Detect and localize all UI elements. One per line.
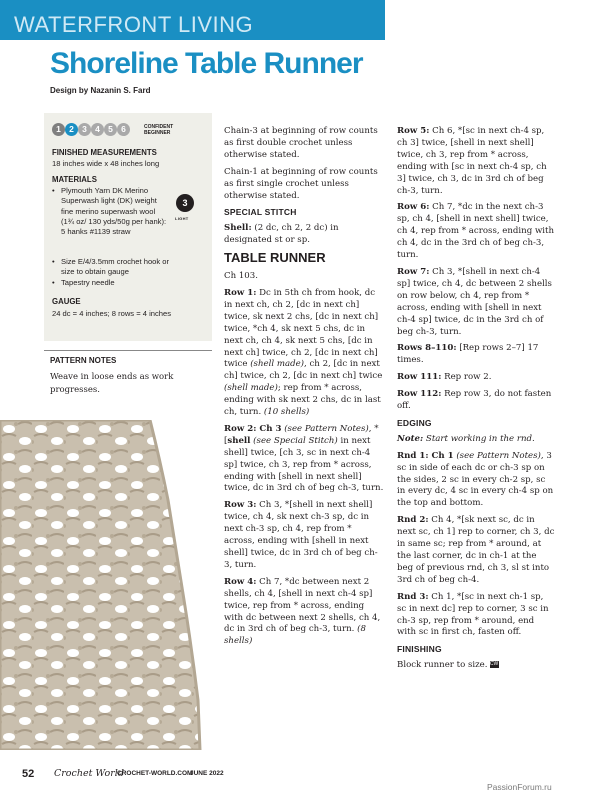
finishing-heading: FINISHING xyxy=(397,644,442,655)
magazine-name: Crochet World xyxy=(54,768,124,779)
edging-note: Note: Start working in the rnd. xyxy=(397,433,535,444)
finished-measurements-text: 18 inches wide x 48 inches long xyxy=(52,159,160,168)
row-4: Row 4: Ch 7, *dc between next 2 shells, ch 4, [shell in next ch-4 sp] twice, rep from * across, ending with dc between next 2 shells, ch 4, dc in 3rd ch of beg ch-3, turn. (8 shells) xyxy=(224,576,381,647)
row-112: Row 112: Rep row 3, do not fasten off. xyxy=(397,389,552,412)
skill-level-4: 4 xyxy=(91,123,104,136)
materials-heading: MATERIALS xyxy=(52,175,97,184)
pattern-notes-heading: PATTERN NOTES xyxy=(50,356,117,365)
note-chain1: Chain-1 at beginning of row counts as first single crochet unless otherwise stated. xyxy=(224,166,378,201)
special-stitch-heading: SPECIAL STITCH xyxy=(224,207,297,218)
materials-item: • Plymouth Yarn DK Merino Superwash light (DK) weight fine merino superwash wool (1¾ oz/ 130 yds/50g per hank): 5 hanks #1139 straw xyxy=(52,186,167,237)
row-1: Row 1: Dc in 5th ch from hook, dc in next ch, ch 2, [dc in next ch] twice, sk next 2 chs, [dc in next ch] twice, *ch 4, sk next 5 chs, dc in next ch, ch 4, sk next 5 chs, [dc in next ch] twice, ch 2, [dc in next ch] twice (shell made), ch 2, [dc in next ch] twice, ch 2, [dc in next ch] twice (shell made); rep from * across, ending with sk next 2 chs, dc in last ch, turn. (10 shells) xyxy=(224,287,383,418)
magazine-url: CROCHET-WORLD.COM xyxy=(117,770,193,777)
finished-measurements-heading: FINISHED MEASUREMENTS xyxy=(52,148,157,157)
row-7: Row 7: Ch 3, *[shell in next ch-4 sp] twice, ch 4, dc between 2 shells on row below, ch 4, rep from * across, ending with [shell in next ch-4 sp] twice, dc in the 3rd ch of beg ch-3, turn. xyxy=(397,266,552,337)
row-6: Row 6: Ch 7, *dc in the next ch-3 sp, ch 4, [shell in next shell] twice, ch 4, rep from * across, ending with ch 4, dc in the 3rd ch of beg ch-3, turn. xyxy=(397,202,555,261)
page-title: Shoreline Table Runner xyxy=(50,47,363,80)
shell-definition: Shell: (2 dc, ch 2, 2 dc) in designated st or sp. xyxy=(224,223,339,246)
row-3: Row 3: Ch 3, *[shell in next shell] twice, ch 4, sk next ch-3 sp, dc in next ch-3 sp, ch 4, rep from * across, ending with [shell in next shell] twice, dc in 3rd ch of beg ch-3, turn. xyxy=(224,500,378,570)
gauge-text: 24 dc = 4 inches; 8 rows = 4 inches xyxy=(52,309,172,318)
table-runner-heading: TABLE RUNNER xyxy=(224,250,326,266)
issue-date: JUNE 2022 xyxy=(190,770,224,777)
yarn-weight-icon: 3 xyxy=(176,194,194,212)
row-111: Row 111: Rep row 2. xyxy=(397,372,492,383)
yarn-weight-label: LIGHT xyxy=(175,216,189,221)
rows-8-110: Rows 8–110: [Rep rows 2–7] 17 times. xyxy=(397,343,539,366)
pattern-notes-text: Weave in loose ends as work progresses. xyxy=(50,372,174,395)
page-number: 52 xyxy=(22,768,35,780)
gauge-heading: GAUGE xyxy=(52,297,81,306)
watermark: PassionForum.ru xyxy=(487,782,552,792)
rnd-3: Rnd 3: Ch 1, *[sc in next ch-1 sp, sc in next dc] rep to corner, 3 sc in ch-3 sp, rep from * around, end with sc in first ch, fasten off. xyxy=(397,591,549,638)
byline: Design by Nazanin S. Fard xyxy=(50,86,151,95)
row-2: Row 2: Ch 3 (see Pattern Notes), *[shell (see Special Stitch) in next shell] twice, [ch 3, sc in next ch-4 sp] twice, ch 3, rep from * across, ending with [shell in next shell] twice, dc in 3rd ch of beg ch-3, turn. xyxy=(224,423,384,494)
skill-level-5: 5 xyxy=(104,123,117,136)
note-chain3: Chain-3 at beginning of row counts as first double crochet unless otherwise stated. xyxy=(224,126,378,160)
section-label: WATERFRONT LIVING xyxy=(14,12,254,37)
divider xyxy=(44,350,212,351)
materials-item: • Tapestry needle xyxy=(52,278,115,287)
materials-item: • Size E/4/3.5mm crochet hook or size to obtain gauge xyxy=(52,257,170,277)
crochet-sample-photo xyxy=(0,420,210,750)
finishing-text: Block runner to size. CW xyxy=(397,660,499,671)
skill-level-2: 2 xyxy=(65,123,78,136)
edging-heading: EDGING xyxy=(397,417,432,428)
chain-start: Ch 103. xyxy=(224,271,258,282)
rnd-1: Rnd 1: Ch 1 (see Pattern Notes), 3 sc in side of each dc or ch-3 sp on the sides, 2 sc in every ch-2 sp, sc in every dc, 4 sc in every ch-4 sp on the top and bottom. xyxy=(397,450,554,509)
skill-level-6: 6 xyxy=(117,123,130,136)
rnd-2: Rnd 2: Ch 4, *[sk next sc, dc in next sc, ch 1] rep to corner, ch 3, dc in same sc; rep from * around, at the last corner, dc in ch-1 at the beg of previous rnd, ch 3, sl st into 3rd ch of beg ch-4. xyxy=(397,515,555,585)
skill-level-3: 3 xyxy=(78,123,91,136)
column-middle xyxy=(224,126,384,653)
skill-level-indicator xyxy=(52,123,212,139)
column-right xyxy=(397,126,555,677)
skill-level-1: 1 xyxy=(52,123,65,136)
end-of-pattern-icon: CW xyxy=(489,661,499,668)
materials-sidebar xyxy=(44,113,212,341)
row-5: Row 5: Ch 6, *[sc in next ch-4 sp, ch 3] twice, [shell in next shell] twice, ch 3, rep from * across, ending with [sc in next ch-4 sp, ch 3] twice, ch 3, dc in 3rd ch of beg ch-3, turn. xyxy=(397,126,547,196)
skill-level-label: CONFIDENT BEGINNER xyxy=(144,124,174,136)
section-banner xyxy=(0,0,385,40)
